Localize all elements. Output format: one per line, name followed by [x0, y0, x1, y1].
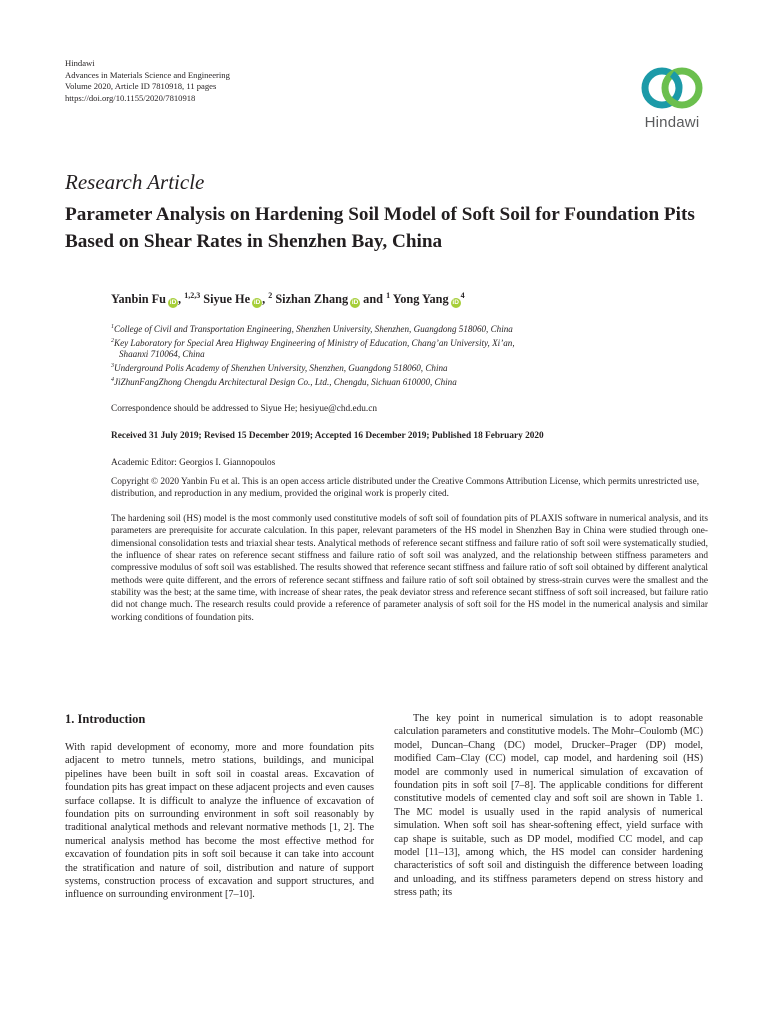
logo-wordmark: Hindawi [644, 114, 700, 131]
author-affil-sup: 4 [460, 291, 465, 300]
affiliation-text: Key Laboratory for Special Area Highway Engineering of Ministry of Education, Chang’an University, Xi’an, [114, 337, 515, 348]
author-separator: , [178, 292, 185, 307]
section-heading: 1. Introduction [65, 712, 146, 726]
affiliation-text: Underground Polis Academy of Shenzhen University, Shenzhen, Guangdong 518060, China [114, 363, 448, 374]
author-separator: , [262, 292, 269, 307]
body-column-right: The key point in numerical simulation is to adopt reasonable calculation parameters and constitutive models. The Mohr–Coulomb (MC) model, Duncan–Chang (DC) model, Drucker–Prager (DP) model, modified Cam–Clay (CC) model, cap model, and hardening soil (HS) model are commonly used in numerical simulation of excavation of foundation pits in soft soil [7–8]. The applicable conditions for different constitutive models of cemented clay and soft soil are shown in Table 1. The MC model is usually used in the rapid analysis of numerical simulation. When soft soil has shear-softening effect, yield surface with cap shape is suitable, such as DP model, modified CC model, and cap model [11–13], among which, the HS model can consider hardening characteristics of soft soil and distinguish the difference between loading and unloading, and its stiffness parameters depend on stress history and stress path; its [394, 713, 703, 899]
affiliation-item [111, 322, 671, 336]
author-list [111, 291, 465, 308]
abstract: The hardening soil (HS) model is the most commonly used constitutive models of soft soil of foundation pits of PLAXIS software in numerical analysis, and its parameters are prerequisite for accurate calculation. In this paper, relevant parameters of the HS model in Shenzhen Bay in China were studied through one-dimensional consolidation tests and triaxial shear tests. Analytical methods of reference secant stiffness and failure ratio of soft soil were systematically studied, the influence of shear rates on reference secant stiffness and failure ratio of soft soil was analyzed, and the relationship between stiffness parameters and compressive modulus of soft soil was established. The results showed that reference secant stiffness and failure ratio of soft soil obtained by different analytical methods were quite different, and the errors of reference secant stiffness and failure ratio of soft soil obtained by stress-strain curves were the smallest and the stability was the best; at the same time, with increase of shear rates, the peak deviator stress and reference secant stiffness of soft soil increased, but failure ratio did not change much. The research results could provide a reference of parameter analysis of soft soil for the HS model in the numerical analysis and similar working conditions of foundation pits. [111, 514, 708, 623]
affiliation-number: 4 [111, 376, 114, 383]
author-name[interactable]: Yong Yang [392, 292, 449, 307]
author-name[interactable]: Yanbin Fu [111, 292, 167, 307]
affiliation-number: 2 [111, 337, 114, 344]
affiliation-text: College of Civil and Transportation Engineering, Shenzhen University, Shenzhen, Guangdong 518060, China [114, 324, 513, 335]
affiliation-item [111, 336, 671, 350]
author-separator: and [360, 292, 387, 307]
journal-info [65, 58, 230, 104]
author-name[interactable]: Siyue He [203, 292, 251, 307]
author-affil-sup: 1 [386, 291, 391, 300]
author-affil-sup: 2 [268, 291, 273, 300]
orcid-icon[interactable]: iD [351, 299, 359, 307]
author-name[interactable]: Sizhan Zhang [275, 292, 349, 307]
body-column-left: With rapid development of economy, more and more foundation pits adjacent to metro tunnels, metro stations, buildings, and municipal pipelines have been built in soft soil in coastal areas. Excavation of foundation pits has great impact on these adjacent projects and even causes surface collapse. It is difficult to analyze the influence of excavation of foundation pits on surrounding environment in soft soil reasonably by traditional analytical methods and relevant normative methods [1, 2]. The numerical analysis method has become the most effective method for excavation of foundation pits in soft soil because it can take into account the stratification and nature of soil, distribution and nature of support systems, construction process of excavation and support structures, and influence on surrounding environment [7–10]. [65, 742, 374, 901]
volume-info: Volume 2020, Article ID 7810918, 11 pages [65, 81, 217, 92]
affiliation-text: JiZhunFangZhong Chengdu Architectural Design Co., Ltd., Chengdu, Sichuan 610000, China [114, 376, 457, 387]
orcid-icon[interactable]: iD [452, 299, 459, 307]
affiliation-item [111, 361, 671, 375]
copyright-notice: Copyright © 2020 Yanbin Fu et al. This is an open access article distributed under the Creative Commons Attribution License, which permits unrestricted use, distribution, and reproduction in any medium, provided the original work is properly cited. [111, 477, 700, 500]
orcid-icon[interactable]: iD [169, 299, 177, 307]
publisher-name: Hindawi [65, 58, 95, 68]
correspondence: Correspondence should be addressed to Siyue He; hesiyue@chd.edu.cn [111, 404, 377, 414]
affiliations [111, 322, 671, 389]
affiliation-number: 3 [111, 363, 114, 370]
affiliation-number: 1 [111, 324, 114, 330]
author-affil-sup: 1,2,3 [184, 291, 201, 300]
publication-dates: Received 31 July 2019; Revised 15 December 2019; Accepted 16 December 2019; Published 18 February 2020 [111, 431, 544, 441]
affiliation-continued: Shaanxi 710064, China [119, 349, 205, 360]
journal-name: Advances in Materials Science and Engineering [65, 69, 230, 80]
affiliation-item [111, 375, 671, 389]
doi-link[interactable]: https://doi.org/10.1155/2020/7810918 [65, 92, 196, 103]
article-type: Research Article [65, 170, 205, 194]
orcid-icon[interactable]: iD [253, 299, 261, 307]
paper-title: Parameter Analysis on Hardening Soil Model of Soft Soil for Foundation Pits Based on Shear Rates in Shenzhen Bay, China [65, 204, 695, 252]
academic-editor: Academic Editor: Georgios I. Giannopoulos [111, 458, 276, 468]
